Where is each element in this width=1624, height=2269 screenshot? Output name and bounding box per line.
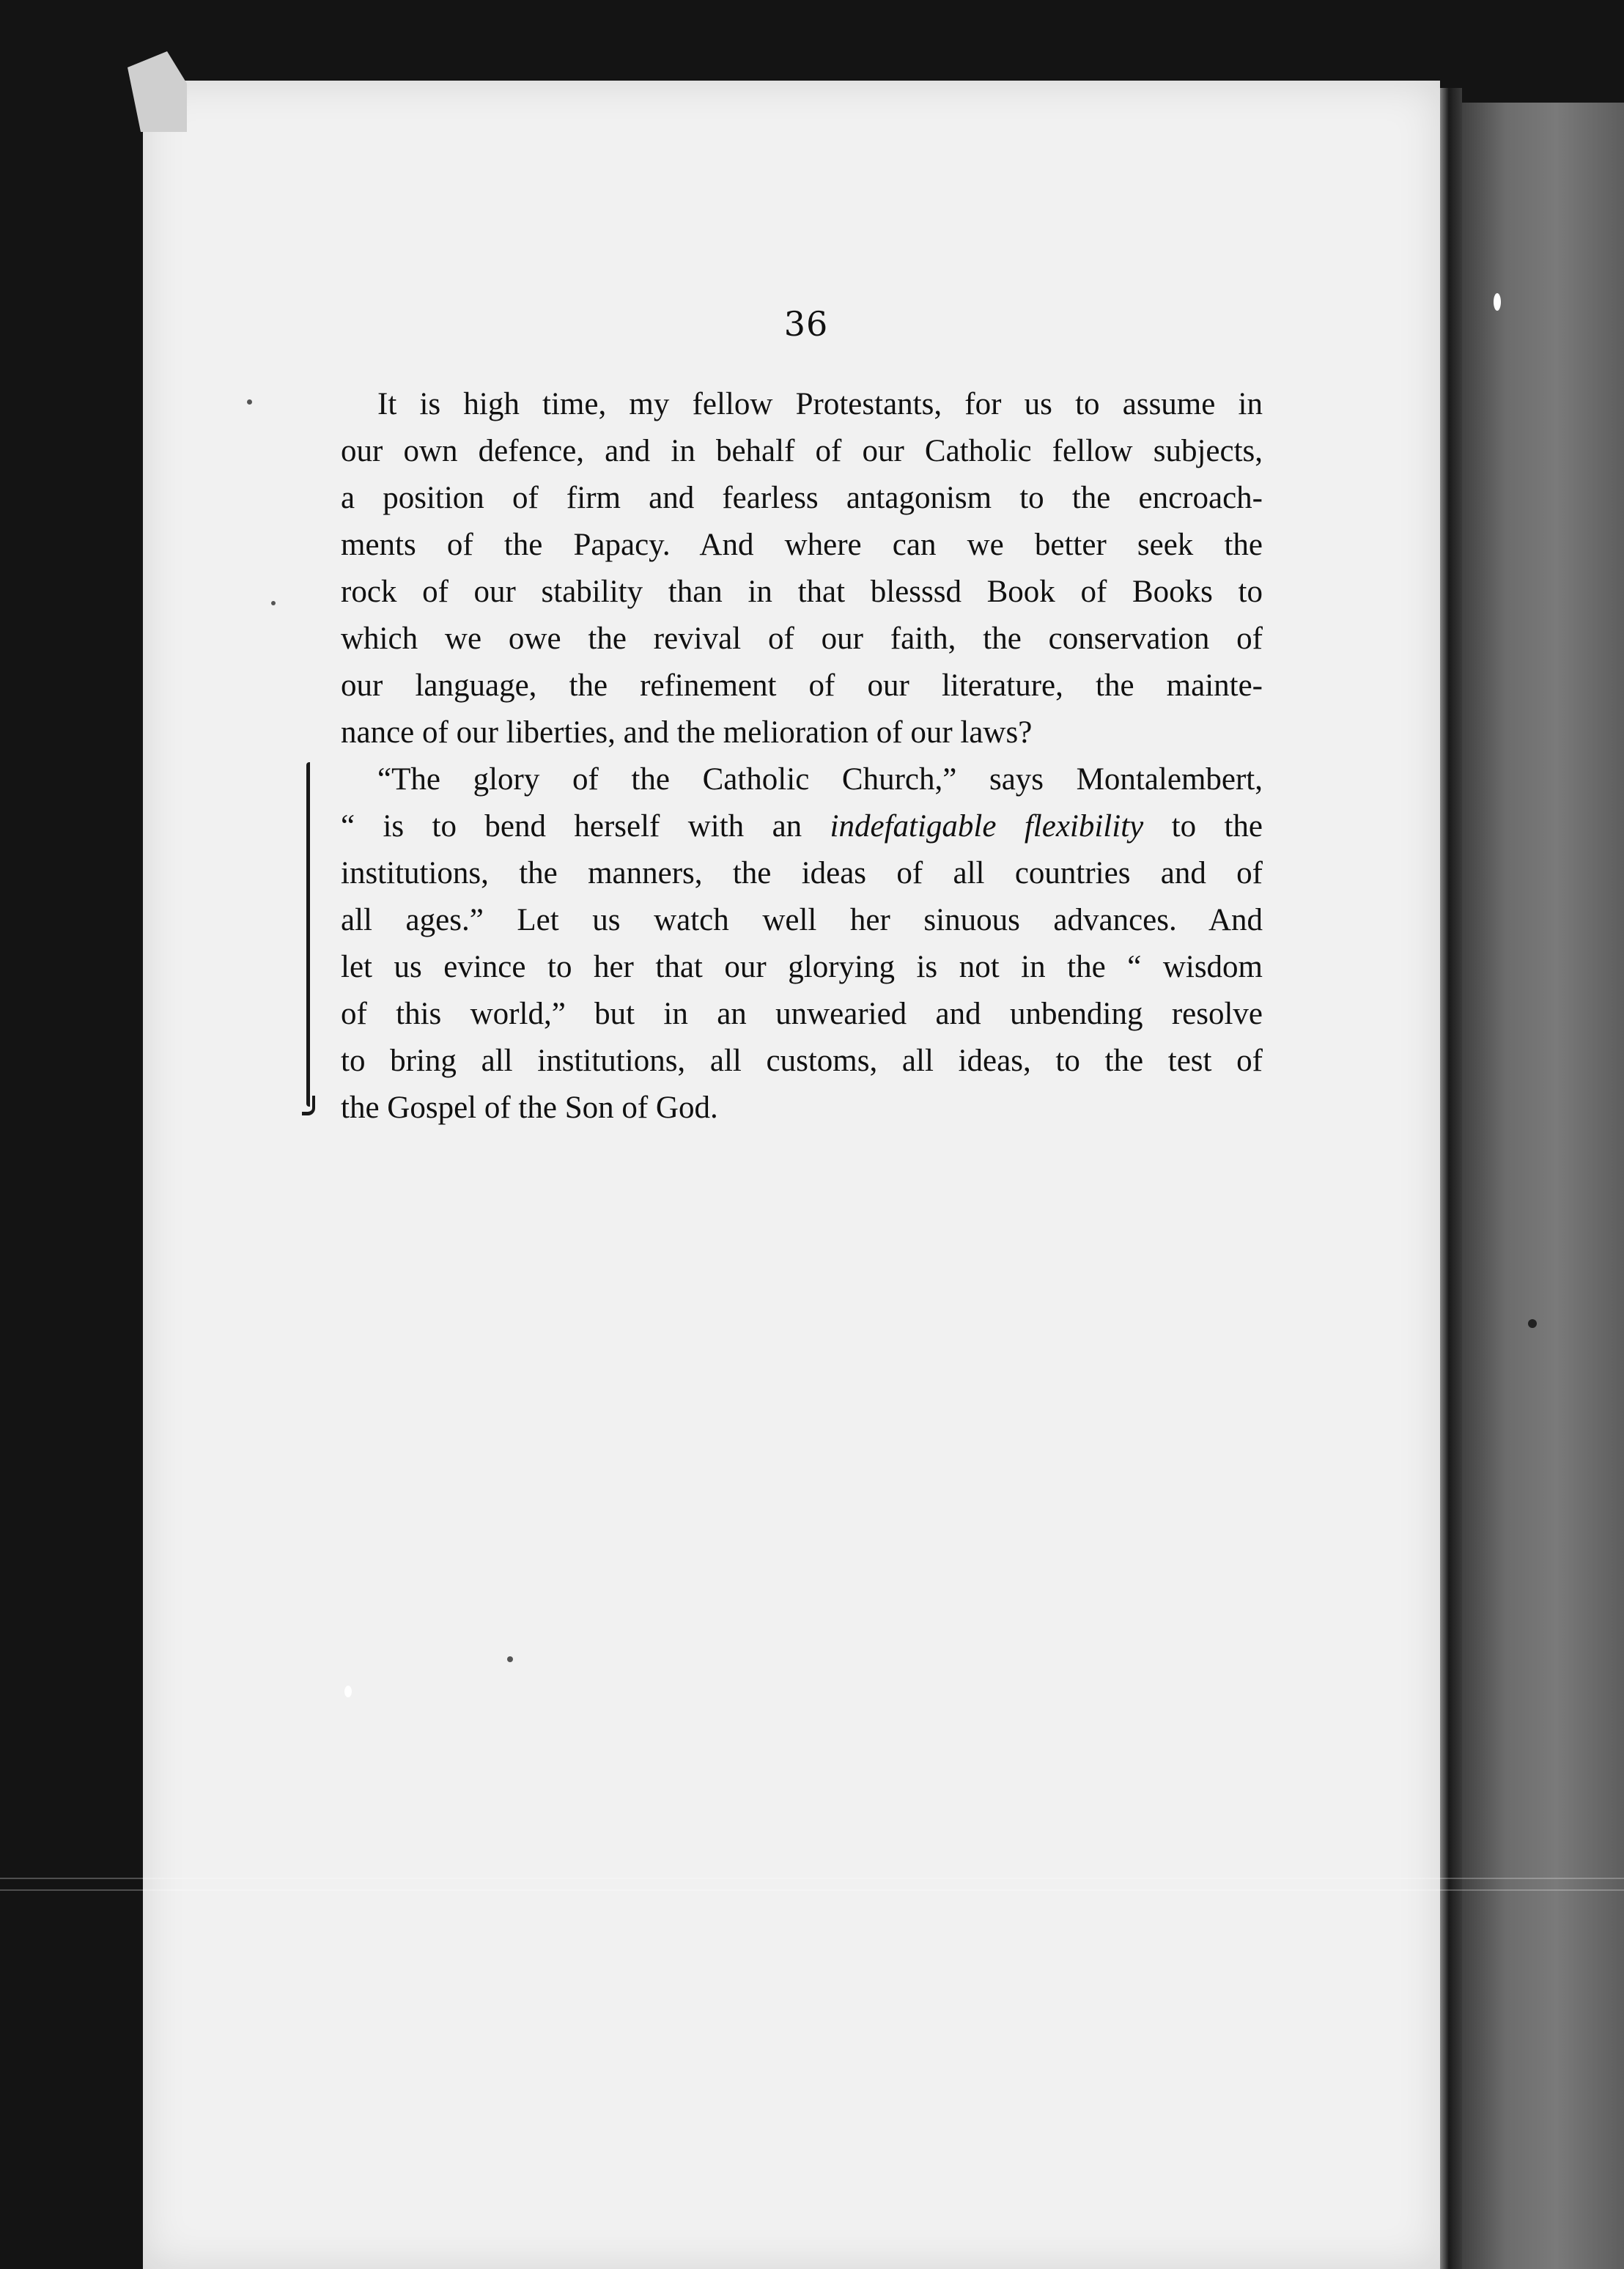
text-line: institutions, the manners, the ideas of all countries and of [341, 856, 1263, 890]
text-line: It is high time, my fellow Protestants, for us to assume in [377, 387, 1263, 421]
text-line: nance of our liberties, and the melioration of our laws? [341, 715, 1033, 750]
margin-marking-hook [302, 1096, 315, 1115]
text-segment: “ is to bend herself with an [341, 809, 830, 844]
text-segment: to the [1143, 809, 1263, 844]
text-line: rock of our stability than in that blesssd Book of Books to [341, 575, 1263, 609]
scan-artifact-line [0, 1889, 1624, 1891]
adjacent-page-edge [1455, 103, 1624, 2269]
text-line: of this world,” but in an unwearied and unbending resolve [341, 997, 1263, 1031]
scan-speck [1528, 1319, 1537, 1328]
text-line: all ages.” Let us watch well her sinuous advances. And [341, 903, 1263, 937]
text-line: our own defence, and in behalf of our Catholic fellow subjects, [341, 434, 1263, 468]
scan-speck [1494, 293, 1501, 311]
scan-speck [507, 1656, 513, 1662]
text-line: the Gospel of the Son of God. [341, 1091, 718, 1125]
text-line: which we owe the revival of our faith, the conservation of [341, 621, 1263, 656]
page-number: 36 [783, 304, 829, 344]
scan-artifact-line [0, 1878, 1624, 1879]
scan-speck [344, 1686, 352, 1697]
text-line: “The glory of the Catholic Church,” says Montalembert, [377, 762, 1263, 797]
text-line: to bring all institutions, all customs, all ideas, to the test of [341, 1044, 1263, 1078]
text-line: let us evince to her that our glorying is not in the “ wisdom [341, 950, 1263, 984]
text-line: a position of firm and fearless antagonism to the encroach- [341, 481, 1263, 515]
text-line: ments of the Papacy. And where can we better seek the [341, 528, 1263, 562]
body-text [341, 381, 1263, 1132]
text-line: our language, the refinement of our literature, the mainte- [341, 668, 1263, 703]
text-line-with-emphasis [341, 803, 1263, 850]
italic-emphasis: indefatigable flexibility [830, 809, 1144, 844]
scan-speck [247, 399, 252, 405]
scan-speck [271, 601, 276, 605]
margin-marking-line [306, 762, 317, 1107]
